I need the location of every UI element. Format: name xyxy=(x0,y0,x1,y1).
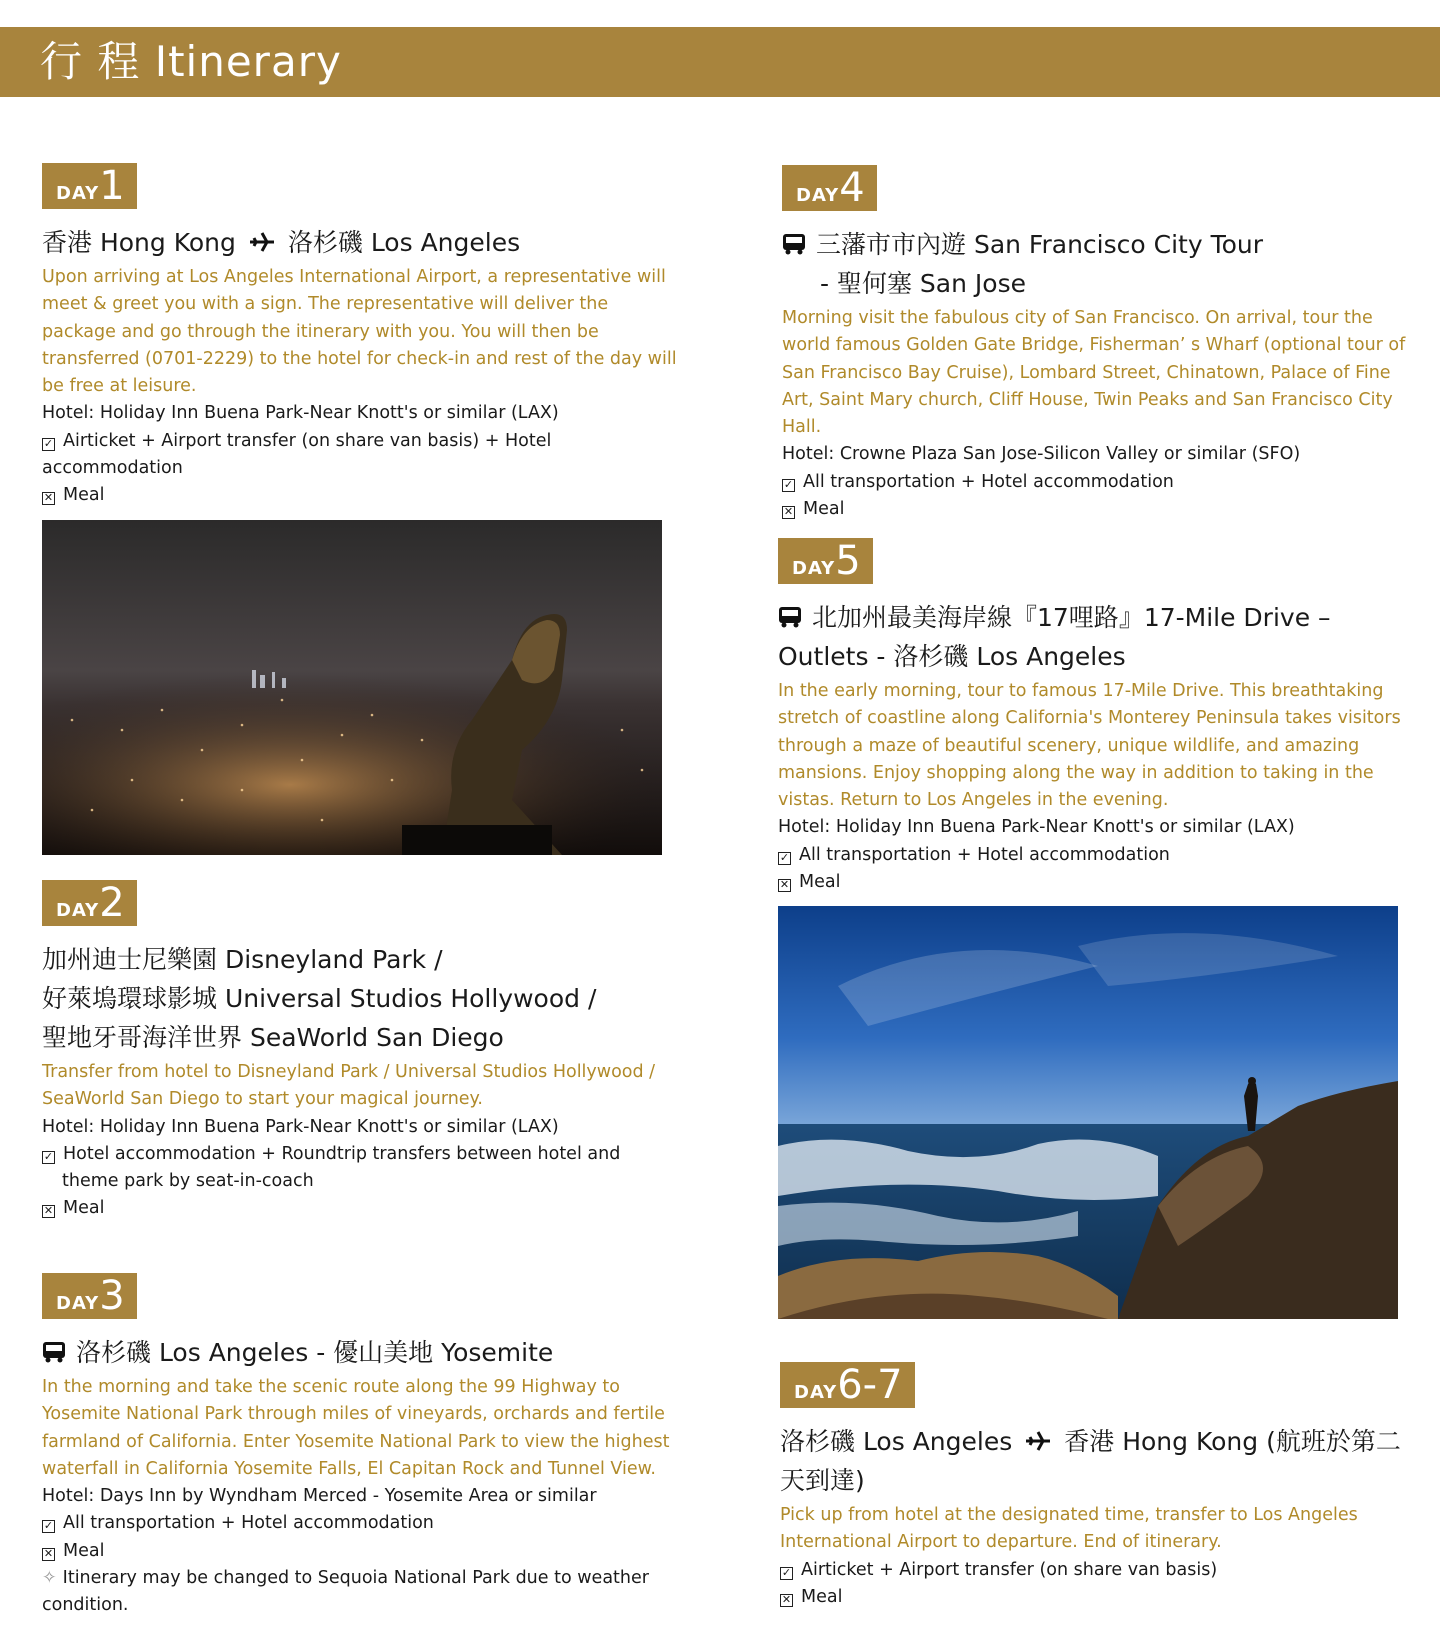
checkbox-cross-icon: ✕ xyxy=(43,491,54,505)
day-description: Pick up from hotel at the designated time, transfer to Los Angeles International Airport to departure. End of itinerary. xyxy=(780,1505,1358,1553)
meal-line: ✕ Meal xyxy=(43,1198,105,1219)
day-6-7-section xyxy=(780,1362,1412,1611)
day-heading: 香港 Hong Kong 洛杉磯 Los Angeles xyxy=(42,228,521,257)
meal-line: ✕ Meal xyxy=(43,485,105,506)
day-description: Morning visit the fabulous city of San Francisco. On arrival, tour the world famous Golden Gate Bridge, Fisherman’ s Wharf (optional tour of San Francisco Bay Cruise), Lombard Street, Chinatown, Palace of Fine Art, Saint Mary church, Cliff House, Twin Peaks and San Francisco City Hall. xyxy=(782,308,1406,438)
day-heading: 加州迪士尼樂園 Disneyland Park / 好萊塢環球影城 Universal Studios Hollywood / 聖地牙哥海洋世界 SeaWorld San Diego xyxy=(42,945,597,1052)
bus-icon xyxy=(778,606,802,628)
header-banner xyxy=(0,27,1440,97)
day-badge: DAY6-7 xyxy=(780,1362,915,1408)
meal-line: ✕ Meal xyxy=(779,872,841,893)
note-line: ✧ Itinerary may be changed to Sequoia National Park due to weather condition. xyxy=(42,1568,649,1616)
checkbox-cross-icon: ✕ xyxy=(779,878,790,892)
day-badge: DAY3 xyxy=(42,1273,137,1319)
day-heading: 洛杉磯 Los Angeles - 優山美地 Yosemite xyxy=(42,1333,682,1372)
day-heading: 北加州最美海岸線『17哩路』17-Mile Drive – Outlets - 洛杉磯 Los Angeles xyxy=(778,603,1331,671)
include-line: ✓ Airticket + Airport transfer (on share van basis) + Hotel accommodation xyxy=(42,430,552,479)
day-5-section xyxy=(778,538,1412,1319)
include-line: ✓ All transportation + Hotel accommodation xyxy=(783,471,1174,492)
day-badge: DAY2 xyxy=(42,880,137,926)
day-badge: DAY5 xyxy=(778,538,873,584)
checkbox-checked-icon: ✓ xyxy=(779,850,790,864)
checkbox-cross-icon: ✕ xyxy=(43,1546,54,1560)
photo-17-mile-coast xyxy=(778,906,1398,1319)
checkbox-checked-icon: ✓ xyxy=(781,1565,792,1579)
include-line: ✓ Airticket + Airport transfer (on share van basis) xyxy=(781,1559,1218,1580)
meal-line: ✕ Meal xyxy=(783,499,845,520)
day-3-section xyxy=(42,1273,682,1620)
checkbox-checked-icon: ✓ xyxy=(43,1519,54,1533)
include-line: ✓ Hotel accommodation + Roundtrip transfers between hotel and xyxy=(43,1143,621,1164)
checkbox-cross-icon: ✕ xyxy=(783,505,794,519)
hotel-line: Hotel: Crowne Plaza San Jose-Silicon Valley or similar (SFO) xyxy=(782,444,1301,465)
bus-icon xyxy=(782,233,806,255)
hotel-line: Hotel: Holiday Inn Buena Park-Near Knott's or similar (LAX) xyxy=(42,1116,559,1137)
page-title: 行 程 Itinerary xyxy=(40,37,342,86)
checkbox-checked-icon: ✓ xyxy=(43,436,54,450)
plane-icon xyxy=(1024,1429,1052,1453)
include-line: ✓ All transportation + Hotel accommodation xyxy=(43,1513,434,1534)
day-description: Upon arriving at Los Angeles International Airport, a representative will meet & greet you with a sign. The representative will deliver the package and go through the itinerary with you. You will then be transferred (0701-2229) to the hotel for check-in and rest of the day will be free at leisure. xyxy=(42,267,677,397)
checkbox-cross-icon: ✕ xyxy=(43,1204,54,1218)
hotel-line: Hotel: Holiday Inn Buena Park-Near Knott's or similar (LAX) xyxy=(778,817,1295,838)
plane-icon xyxy=(248,230,276,254)
day-description: Transfer from hotel to Disneyland Park / Universal Studios Hollywood / SeaWorld San Diego to start your magical journey. xyxy=(42,1062,656,1110)
day-2-section xyxy=(42,880,682,1223)
checkbox-cross-icon: ✕ xyxy=(781,1592,792,1606)
diamond-note-icon: ✧ xyxy=(42,1568,57,1589)
day-heading: 洛杉磯 Los Angeles 香港 Hong Kong (航班於第二 天到達) xyxy=(780,1427,1401,1495)
day-badge: DAY4 xyxy=(782,165,877,211)
include-line: ✓ All transportation + Hotel accommodation xyxy=(779,844,1170,865)
day-4-section xyxy=(782,165,1412,523)
meal-line: ✕ Meal xyxy=(781,1586,843,1607)
include-line-cont: theme park by seat-in-coach xyxy=(62,1171,314,1192)
hotel-line: Hotel: Holiday Inn Buena Park-Near Knott's or similar (LAX) xyxy=(42,403,559,424)
day-description: In the early morning, tour to famous 17-Mile Drive. This breathtaking stretch of coastline along California's Monterey Peninsula takes visitors through a maze of beautiful scenery, unique wildlife, and amazing mansions. Enjoy shopping along the way in addition to taking in the vistas. Return to Los Angeles in the evening. xyxy=(778,681,1401,811)
day-badge: DAY1 xyxy=(42,163,137,209)
hotel-line: Hotel: Days Inn by Wyndham Merced - Yosemite Area or similar xyxy=(42,1486,597,1507)
bus-icon xyxy=(42,1341,66,1363)
checkbox-checked-icon: ✓ xyxy=(43,1149,54,1163)
day-heading: 三藩市市內遊 San Francisco City Tour - 聖何塞 San Jose xyxy=(782,225,1412,303)
checkbox-checked-icon: ✓ xyxy=(783,477,794,491)
day-description: In the morning and take the scenic route along the 99 Highway to Yosemite National Park through miles of vineyards, orchards and fertile farmland of California. Enter Yosemite National Park to view the highest waterfall in California Yosemite Falls, El Capitan Rock and Tunnel View. xyxy=(42,1377,670,1479)
photo-los-angeles-night xyxy=(42,520,662,855)
day-1-section xyxy=(42,163,682,855)
meal-line: ✕ Meal xyxy=(43,1540,105,1561)
